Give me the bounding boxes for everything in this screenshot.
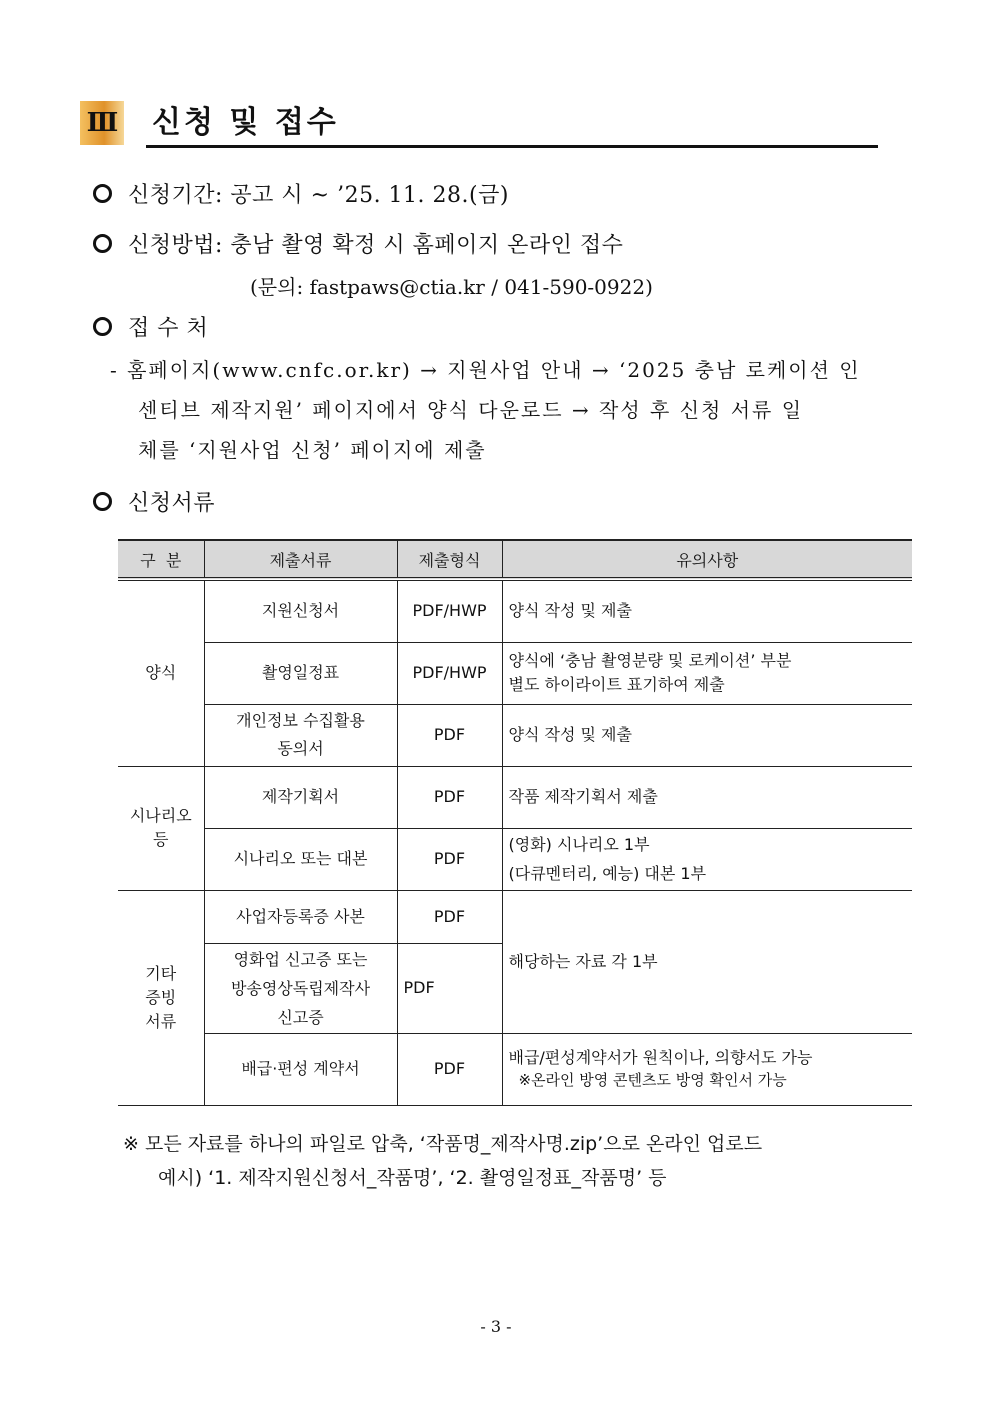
document-cell: 제작기획서 <box>204 766 397 828</box>
note-line: ※온라인 방영 콘텐츠도 방영 확인서 가능 <box>518 1071 787 1089</box>
circle-bullet-icon <box>93 492 112 511</box>
docs-text: 신청서류 <box>128 491 216 516</box>
section-header <box>80 101 880 149</box>
category-label: 증빙 <box>145 987 177 1007</box>
document-line: 동의서 <box>277 739 324 758</box>
category-label: 기타 <box>145 963 177 983</box>
table-row <box>118 704 912 766</box>
category-label: 등 <box>153 830 169 849</box>
receipt-paragraph <box>110 350 918 470</box>
method-text: 신청방법: 충남 촬영 확정 시 홈페이지 온라인 접수 <box>128 233 624 258</box>
document-cell <box>204 943 397 1033</box>
receipt-line-1: - 홈페이지(www.cnfc.or.kr) → 지원사업 안내 → ‘2025 충남 로케이션 인 <box>110 358 861 382</box>
category-label: 시나리오 <box>129 806 192 825</box>
receipt-text: 접 수 처 <box>128 316 209 341</box>
note-line: (영화) 시나리오 1부 <box>508 835 650 854</box>
document-cell: 지원신청서 <box>204 579 397 642</box>
format-cell: PDF/HWP <box>397 642 502 704</box>
category-cell <box>118 890 204 1105</box>
note-cell <box>502 828 912 890</box>
section-title: 신청 및 접수 <box>152 105 339 140</box>
footnote-line-1: ※ 모든 자료를 하나의 파일로 압축, ‘작품명_제작사명.zip’으로 온라인 업로드 <box>123 1133 763 1155</box>
note-line: (다큐멘터리, 예능) 대본 1부 <box>508 864 707 883</box>
page-number: - 3 - <box>480 1317 512 1336</box>
document-cell: 촬영일정표 <box>204 642 397 704</box>
documents-table <box>118 539 912 1106</box>
document-line: 영화업 신고증 또는 <box>233 949 368 969</box>
note-cell <box>502 1033 912 1105</box>
header-category: 구 분 <box>118 540 204 579</box>
category-label: 서류 <box>145 1011 177 1031</box>
note-cell: 해당하는 자료 각 1부 <box>502 890 912 1033</box>
category-cell <box>118 766 204 890</box>
document-cell: 사업자등록증 사본 <box>204 890 397 943</box>
format-cell: PDF <box>397 890 502 943</box>
note-cell: 작품 제작기획서 제출 <box>502 766 912 828</box>
document-cell: 시나리오 또는 대본 <box>204 828 397 890</box>
table-header-row <box>118 540 912 579</box>
docs-item <box>93 489 215 519</box>
format-cell: PDF/HWP <box>397 579 502 642</box>
format-cell: PDF <box>397 828 502 890</box>
header-format: 제출형식 <box>397 540 502 579</box>
circle-bullet-icon <box>93 184 112 203</box>
category-label: 양식 <box>145 663 177 683</box>
document-line: 개인정보 수집활용 <box>236 711 365 730</box>
document-line: 신고증 <box>277 1007 324 1027</box>
document-cell: 배급·편성 계약서 <box>204 1033 397 1105</box>
document-cell <box>204 704 397 766</box>
header-notes: 유의사항 <box>502 540 912 579</box>
contact-line: (문의: fastpaws@ctia.kr / 041-590-0922) <box>250 275 653 299</box>
category-cell <box>118 579 204 766</box>
circle-bullet-icon <box>93 317 112 336</box>
section-underline <box>146 145 878 148</box>
receipt-item <box>93 314 208 344</box>
header-document: 제출서류 <box>204 540 397 579</box>
note-cell: 양식 작성 및 제출 <box>502 579 912 642</box>
note-cell <box>502 642 912 704</box>
circle-bullet-icon <box>93 234 112 253</box>
format-cell: PDF <box>397 943 502 1033</box>
note-line: 배급/편성계약서가 원칙이나, 의향서도 가능 <box>508 1048 813 1067</box>
table-row <box>118 828 912 890</box>
table-row <box>118 1033 912 1105</box>
section-number: Ⅲ <box>80 101 124 145</box>
table-row <box>118 579 912 642</box>
table-row <box>118 642 912 704</box>
receipt-line-3: 체를 ‘지원사업 신청’ 페이지에 제출 <box>138 438 487 462</box>
note-line: 양식에 ‘충남 촬영분량 및 로케이션’ 부분 <box>508 651 792 670</box>
format-cell: PDF <box>397 704 502 766</box>
table-row <box>118 766 912 828</box>
note-line: 별도 하이라이트 표기하여 제출 <box>508 675 725 694</box>
format-cell: PDF <box>397 1033 502 1105</box>
period-item <box>93 181 509 211</box>
method-item <box>93 231 623 261</box>
note-cell: 양식 작성 및 제출 <box>502 704 912 766</box>
receipt-line-2: 센티브 제작지원’ 페이지에서 양식 다운로드 → 작성 후 신청 서류 일 <box>138 398 804 422</box>
footnote-line-2: 예시) ‘1. 제작지원신청서_작품명’, ‘2. 촬영일정표_작품명’ 등 <box>158 1167 667 1189</box>
period-text: 신청기간: 공고 시 ~ ’25. 11. 28.(금) <box>128 183 509 208</box>
format-cell: PDF <box>397 766 502 828</box>
table-row <box>118 890 912 943</box>
document-line: 방송영상독립제작사 <box>230 978 371 998</box>
